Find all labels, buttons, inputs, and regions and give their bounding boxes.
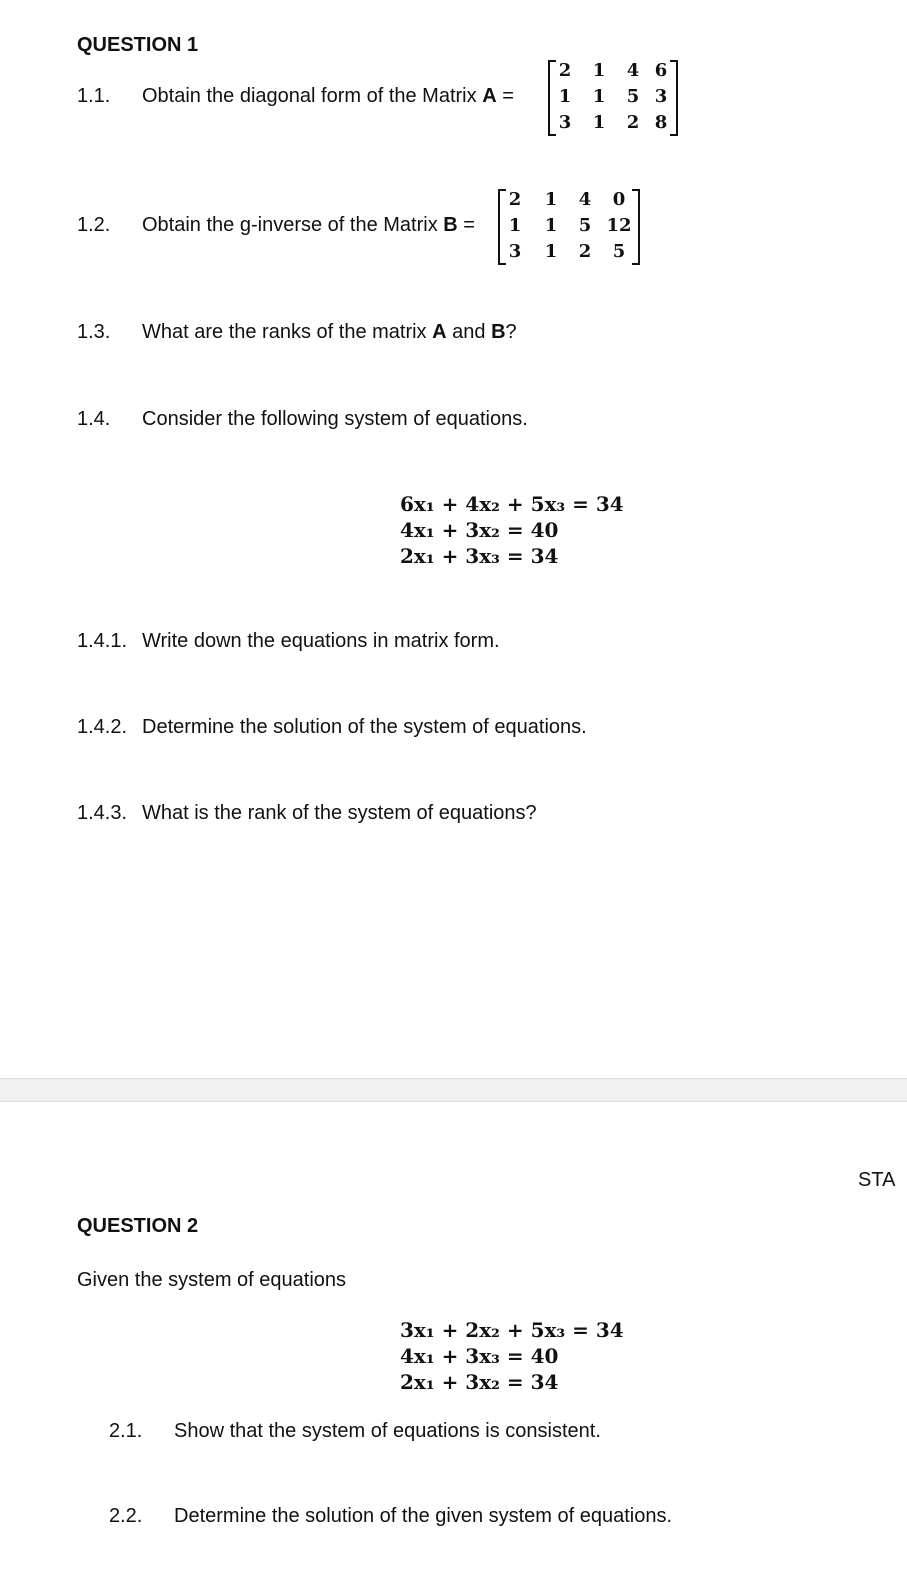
item-2-2-text: Determine the solution of the given system of equations. [174, 1505, 673, 1527]
matrix-b-symbol: B [443, 214, 458, 236]
item-1-3-pre: What are the ranks of the matrix [142, 321, 433, 343]
matrix-b-cell-r1c3: 4 [578, 189, 592, 210]
q2-equation-1: 3x₁ + 2x₂ + 5x₃ = 34 [400, 1318, 624, 1342]
matrix-a-cell-r2c1: 1 [558, 86, 572, 107]
question-2-intro: Given the system of equations [77, 1269, 347, 1291]
matrix-b-cell-r2c4: 12 [606, 215, 632, 236]
matrix-b-cell-r3c2: 1 [544, 241, 558, 262]
item-1-1-text [142, 85, 514, 108]
q1-equation-1: 6x₁ + 4x₂ + 5x₃ = 34 [400, 492, 624, 516]
page-header-sta: STA [858, 1169, 896, 1191]
item-1-2-label: Obtain the g-inverse of the Matrix [142, 214, 444, 236]
matrix-a-cell-r2c2: 1 [592, 86, 606, 107]
item-2-1-number: 2.1. [109, 1420, 143, 1442]
item-1-4-2-number: 1.4.2. [77, 716, 128, 738]
matrix-a-cell-r3c1: 3 [558, 112, 572, 133]
item-1-3-post: ? [505, 321, 517, 343]
matrix-b [498, 187, 640, 265]
matrix-b-cell-r2c3: 5 [578, 215, 592, 236]
q2-equation-2: 4x₁ + 3x₃ = 40 [400, 1344, 559, 1368]
item-1-4-2-text: Determine the solution of the system of equations. [142, 716, 587, 738]
item-2-1-text: Show that the system of equations is consistent. [174, 1420, 601, 1442]
matrix-b-cell-r1c4: 0 [612, 189, 626, 210]
item-1-4-1-text: Write down the equations in matrix form. [142, 630, 500, 652]
question-1-title: QUESTION 1 [77, 34, 199, 56]
matrix-a-cell-r1c4: 6 [654, 60, 668, 81]
matrix-a-cell-r3c4: 8 [654, 112, 668, 133]
matrix-a-symbol: A [482, 85, 497, 107]
matrix-a-cell-r2c3: 5 [626, 86, 640, 107]
matrix-b-cell-r2c1: 1 [508, 215, 522, 236]
item-1-3-text [142, 321, 517, 344]
matrix-b-cell-r1c2: 1 [544, 189, 558, 210]
matrix-b-cell-r3c4: 5 [612, 241, 626, 262]
matrix-a-ref: A [432, 321, 447, 343]
item-1-4-text: Consider the following system of equations. [142, 408, 528, 430]
item-2-2-number: 2.2. [109, 1505, 143, 1527]
item-1-4-3-number: 1.4.3. [77, 802, 128, 824]
item-1-2-text [142, 214, 475, 237]
matrix-b-cell-r1c1: 2 [508, 189, 522, 210]
page-divider [0, 1078, 907, 1102]
matrix-a-cell-r1c1: 2 [558, 60, 572, 81]
matrix-a-cell-r3c2: 1 [592, 112, 606, 133]
matrix-a-cell-r1c2: 1 [592, 60, 606, 81]
item-1-2-number: 1.2. [77, 214, 111, 236]
matrix-a-cell-r1c3: 4 [626, 60, 640, 81]
matrix-b-cell-r3c3: 2 [578, 241, 592, 262]
q1-equation-3: 2x₁ + 3x₃ = 34 [400, 544, 559, 568]
equals-sign: = [496, 85, 514, 107]
item-1-1-number: 1.1. [77, 85, 111, 107]
matrix-a-cell-r3c3: 2 [626, 112, 640, 133]
item-1-4-1-number: 1.4.1. [77, 630, 128, 652]
q2-equation-3: 2x₁ + 3x₂ = 34 [400, 1370, 559, 1394]
item-1-1-label: Obtain the diagonal form of the Matrix [142, 85, 483, 107]
matrix-b-right-bracket [632, 189, 640, 265]
question-2-title: QUESTION 2 [77, 1215, 199, 1237]
matrix-a [548, 58, 678, 136]
equals-sign: = [457, 214, 475, 236]
item-1-3-number: 1.3. [77, 321, 111, 343]
matrix-a-cell-r2c4: 3 [654, 86, 668, 107]
item-1-3-mid: and [446, 321, 492, 343]
matrix-b-ref: B [491, 321, 506, 343]
matrix-b-cell-r3c1: 3 [508, 241, 522, 262]
item-1-4-3-text: What is the rank of the system of equations? [142, 802, 537, 824]
matrix-b-cell-r2c2: 1 [544, 215, 558, 236]
item-1-4-number: 1.4. [77, 408, 111, 430]
q1-equation-2: 4x₁ + 3x₂ = 40 [400, 518, 559, 542]
